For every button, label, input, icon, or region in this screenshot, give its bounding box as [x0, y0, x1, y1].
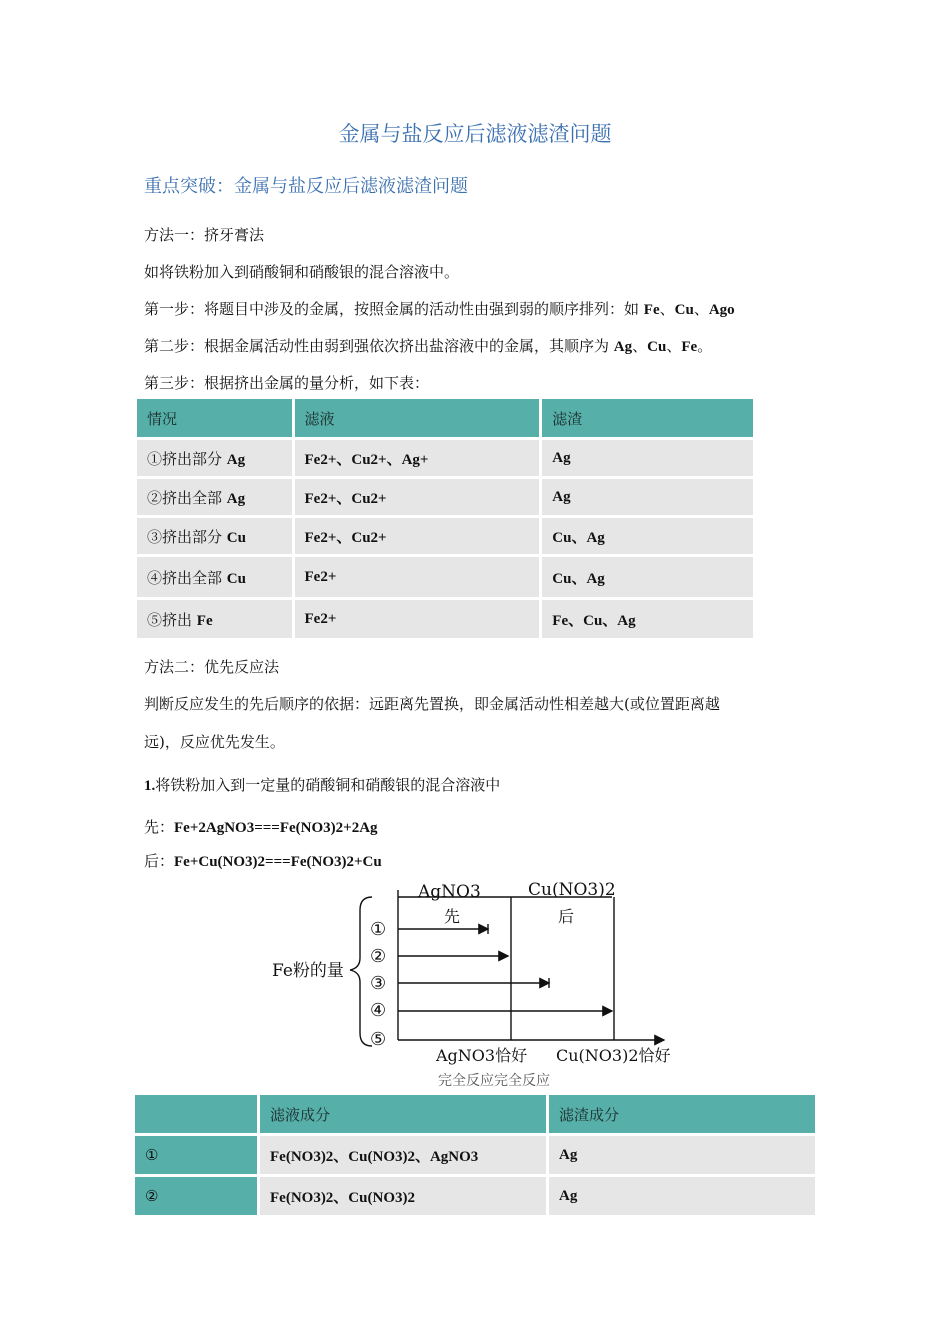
bottom-right-label: Cu(NO3)2恰好 [556, 1046, 671, 1065]
top-left-label: AgNO3 [418, 882, 481, 902]
case-label: ② [370, 946, 387, 967]
residue-cell: Fe、Cu、Ag [542, 600, 753, 638]
step2-text: 第二步：根据金属活动性由弱到强依次挤出盐溶液中的金属，其顺序为 [144, 337, 610, 355]
step2-end: 。 [697, 337, 713, 355]
top-right-sub: 后 [558, 907, 575, 926]
step1-metal: Fe [643, 302, 660, 318]
filtrate-cell: Fe(NO3)2、Cu(NO3)2、AgNO3 [260, 1136, 546, 1174]
filtrate-cell: Fe2+、Cu2+ [295, 518, 540, 554]
case-cell: ①挤出部分 Ag [137, 440, 292, 476]
section-heading: 重点突破：金属与盐反应后滤液滤渣问题 [144, 176, 468, 197]
table-header: 滤液 [295, 399, 540, 437]
table-row [135, 1136, 815, 1174]
top-left-sub: 先 [444, 907, 461, 926]
case-cell: ④挤出全部 Cu [137, 557, 292, 597]
method2-basis-line2: 远)，反应优先发生。 [144, 733, 285, 751]
residue-cell: Ag [542, 479, 753, 515]
table-header: 滤渣成分 [549, 1095, 815, 1133]
method2-heading: 方法二：优先反应法 [144, 658, 280, 676]
residue-cell: Ag [549, 1136, 815, 1174]
table-header: 滤液成分 [260, 1095, 546, 1133]
step2-metal: Ag [613, 339, 633, 355]
case-label: ③ [370, 973, 387, 994]
case-cell: ① [135, 1136, 257, 1174]
step2-metal: Fe [681, 339, 698, 355]
step1: 第一步：将题目中涉及的金属，按照金属的活动性由强到弱的顺序排列：如 Fe、Cu、Ago [144, 300, 735, 318]
priority-table [132, 1092, 818, 1218]
table-row [135, 1177, 815, 1215]
case-cell: ② [135, 1177, 257, 1215]
case-label: ① [370, 919, 387, 940]
top-right-label: Cu(NO3)2 [528, 880, 616, 900]
equation-second: 后：Fe+Cu(NO3)2===Fe(NO3)2+Cu [144, 852, 382, 870]
case-cell: ②挤出全部 Ag [137, 479, 292, 515]
brace [350, 897, 372, 1046]
filtrate-cell: Fe2+、Cu2+ [295, 479, 540, 515]
residue-cell: Cu、Ag [542, 518, 753, 554]
table-header [135, 1095, 257, 1133]
filtrate-cell: Fe(NO3)2、Cu(NO3)2 [260, 1177, 546, 1215]
step1-metal: Cu [674, 302, 694, 318]
filtrate-cell: Fe2+ [295, 557, 540, 597]
bottom-left-label: AgNO3恰好 [436, 1046, 528, 1065]
equation-first: 先：Fe+2AgNO3===Fe(NO3)2+2Ag [144, 818, 378, 836]
residue-cell: Ag [549, 1177, 815, 1215]
page-title: 金属与盐反应后滤液滤渣问题 [338, 122, 612, 146]
step1-text: 第一步：将题目中涉及的金属，按照金属的活动性由强到弱的顺序排列：如 [144, 300, 640, 318]
filtrate-cell: Fe2+、Cu2+、Ag+ [295, 440, 540, 476]
case-cell: ⑤挤出 Fe [137, 600, 292, 638]
step2: 第二步：根据金属活动性由弱到强依次挤出盐溶液中的金属，其顺序为 Ag、Cu、Fe。 [144, 337, 713, 355]
case-label: ⑤ [370, 1029, 387, 1050]
residue-cell: Cu、Ag [542, 557, 753, 597]
method2-example: 1.将铁粉加入到一定量的硝酸铜和硝酸银的混合溶液中 [144, 776, 501, 794]
table-header: 情况 [137, 399, 292, 437]
case-cell: ③挤出部分 Cu [137, 518, 292, 554]
method2-basis-line1: 判断反应发生的先后顺序的依据：远距离先置换，即金属活动性相差越大(或位置距离越 [144, 695, 720, 713]
table-header: 滤渣 [542, 399, 753, 437]
y-axis-label: Fe粉的量 [272, 961, 344, 981]
diagram-caption: 完全反应完全反应 [438, 1073, 550, 1089]
method1-example: 如将铁粉加入到硝酸铜和硝酸银的混合溶液中。 [144, 263, 460, 281]
step1-metal: Ago [708, 302, 735, 318]
case-label: ④ [370, 1000, 387, 1021]
filtrate-cell: Fe2+ [295, 600, 540, 638]
step2-metal: Cu [647, 339, 667, 355]
step3: 第三步：根据挤出金属的量分析，如下表： [144, 374, 430, 392]
residue-cell: Ag [542, 440, 753, 476]
method1-heading: 方法一：挤牙膏法 [144, 226, 265, 244]
